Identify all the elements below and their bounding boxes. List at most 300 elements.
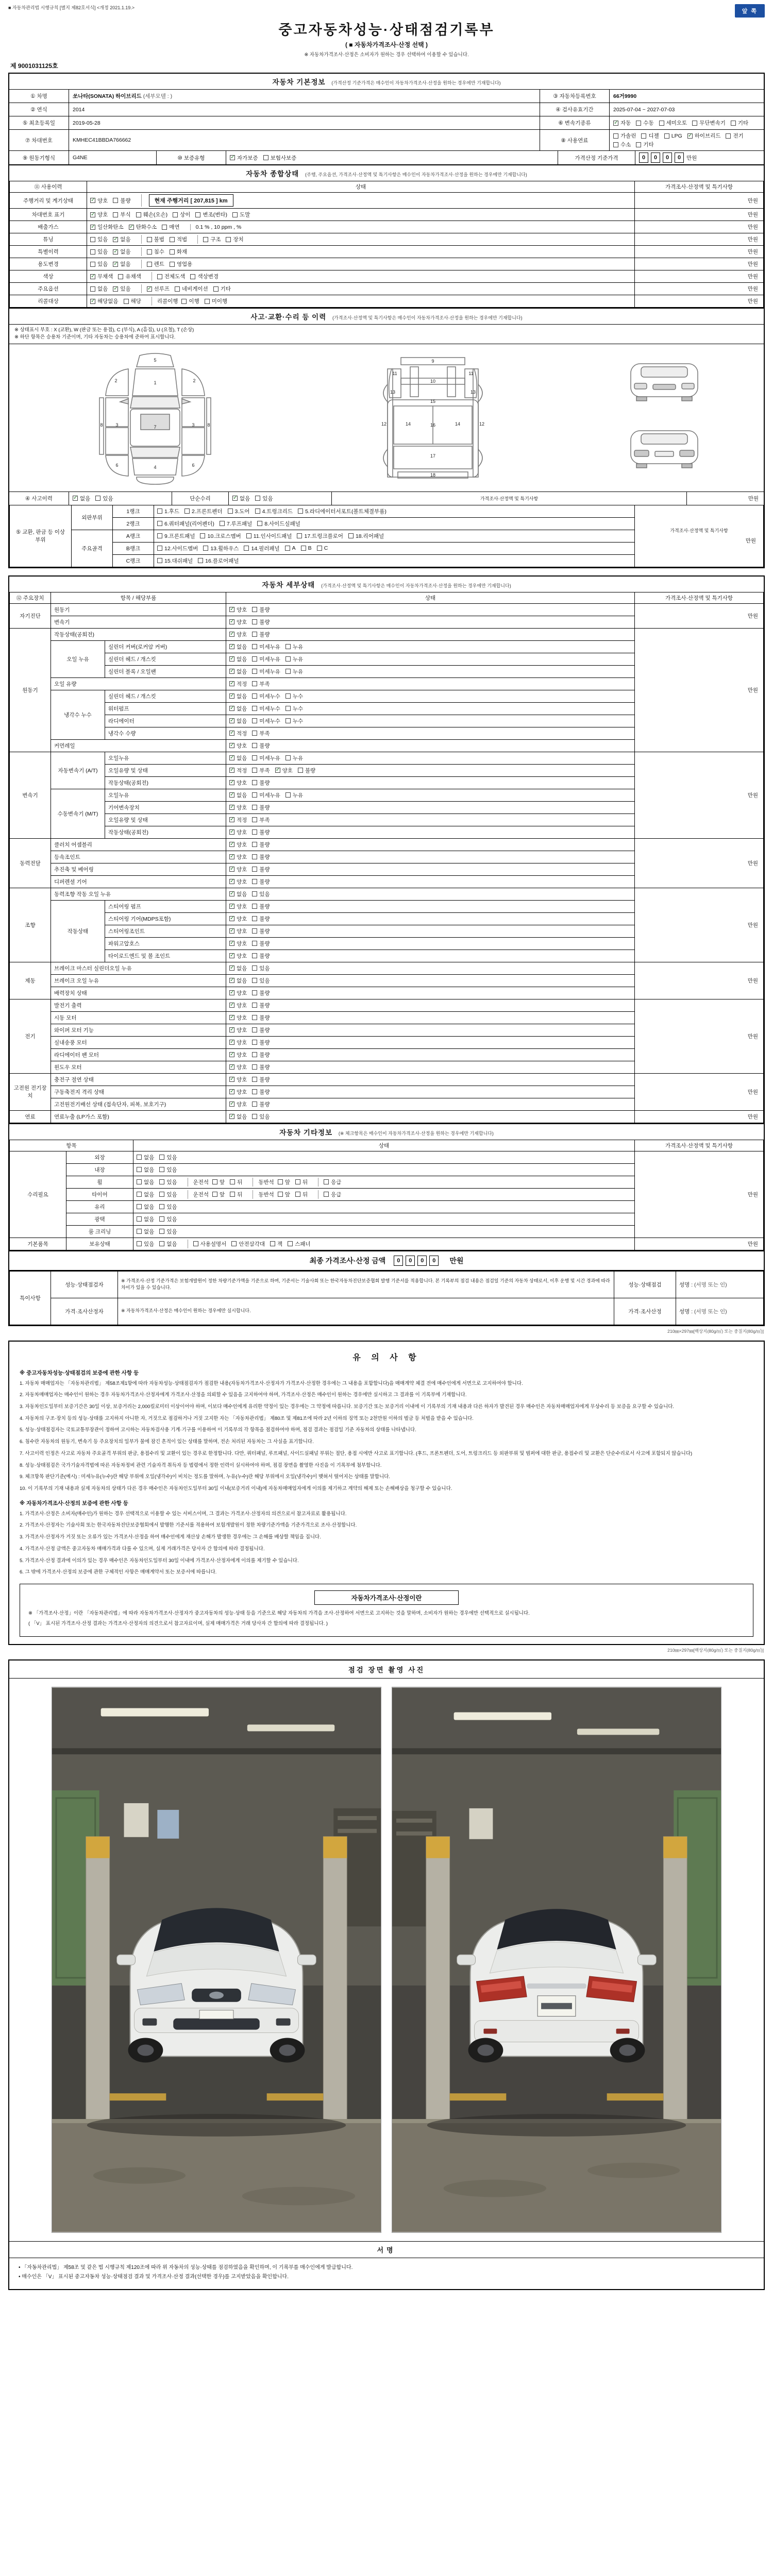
sign-row-1-area[interactable] — [676, 1271, 764, 1298]
checkbox-option[interactable] — [232, 211, 250, 218]
checkbox-option[interactable] — [137, 1215, 154, 1223]
checkbox-option[interactable] — [231, 1240, 265, 1248]
checked-box-icon — [229, 644, 234, 649]
checkbox-option[interactable] — [212, 1178, 225, 1186]
checkbox-option[interactable] — [229, 791, 247, 799]
checkbox-option[interactable] — [295, 1178, 308, 1186]
row-status — [87, 258, 635, 270]
row-label: 리콜대상 — [10, 295, 87, 308]
checkbox-option[interactable] — [113, 285, 130, 293]
checkbox-option[interactable] — [252, 927, 270, 935]
checkbox-option[interactable] — [229, 730, 247, 737]
exchange-price-header: 가격조사·산정액 및 특기사항 — [670, 528, 728, 533]
checkbox-option[interactable] — [297, 532, 343, 540]
checkbox-option[interactable] — [230, 1191, 242, 1198]
checkbox-option[interactable] — [137, 1154, 154, 1161]
checkbox-option[interactable] — [229, 903, 247, 910]
unchecked-box-icon — [278, 1192, 283, 1197]
sign-seal-note: (서명 또는 인) — [694, 1308, 727, 1315]
checkbox-option[interactable] — [147, 260, 164, 268]
checkbox-label: 불량 — [259, 1064, 270, 1071]
checkbox-option[interactable] — [229, 643, 247, 651]
checkbox-option[interactable] — [252, 791, 280, 799]
checkbox-option[interactable] — [252, 779, 270, 787]
checkbox-option[interactable] — [692, 119, 726, 127]
checkbox-option[interactable] — [252, 705, 280, 713]
checkbox-option[interactable] — [90, 235, 108, 243]
checkbox-option[interactable] — [285, 643, 303, 651]
checkbox-option[interactable] — [285, 655, 303, 663]
checkbox-option[interactable] — [113, 248, 130, 256]
price-cell: 만원 — [635, 1110, 764, 1123]
checkbox-option[interactable] — [252, 1014, 270, 1022]
checkbox-option[interactable] — [301, 545, 312, 551]
checkbox-option[interactable] — [252, 977, 270, 985]
unchecked-box-icon — [664, 133, 669, 139]
unchecked-box-icon — [162, 225, 167, 230]
item-label: 외장 — [66, 1151, 133, 1163]
checkbox-option[interactable] — [230, 154, 258, 162]
price-cell: 만원 — [635, 603, 764, 628]
checkbox-label: 양호 — [237, 990, 247, 996]
checkbox-option[interactable] — [113, 211, 130, 218]
checkbox-option[interactable] — [229, 779, 247, 787]
photos-title: 점검 장면 촬영 사진 — [9, 1660, 764, 1679]
panel-number: 6 — [115, 462, 119, 468]
basic-row-2 — [9, 103, 764, 116]
checkbox-option[interactable] — [252, 1088, 270, 1096]
checkbox-option[interactable] — [252, 989, 270, 997]
checkbox-option[interactable] — [147, 235, 164, 243]
checked-box-icon — [90, 212, 95, 217]
checkbox-option[interactable] — [229, 890, 247, 898]
checkbox-option[interactable] — [659, 119, 687, 127]
checkbox-option[interactable] — [90, 285, 108, 293]
checkbox-option[interactable] — [170, 235, 187, 243]
checkbox-option[interactable] — [90, 197, 108, 205]
unchecked-box-icon — [252, 656, 257, 662]
unchecked-box-icon — [159, 1155, 164, 1160]
checkbox-option[interactable] — [157, 532, 195, 540]
checkbox-option[interactable] — [252, 853, 270, 861]
checkbox-label: 기타 — [737, 120, 749, 126]
item-status — [226, 1061, 635, 1073]
checkbox-option[interactable] — [229, 705, 247, 713]
checkbox-option[interactable] — [229, 964, 247, 972]
status-segments — [137, 1153, 631, 1162]
etc-col-item: 항목 — [10, 1140, 133, 1151]
checkbox-option[interactable] — [229, 828, 247, 836]
exchange-label: ⑤ 교환, 판금 등 이상 부위 — [10, 505, 72, 567]
checkbox-label: 불량 — [305, 767, 316, 774]
status-segments — [90, 210, 631, 219]
overall-row — [10, 295, 764, 308]
checkbox-label: 앞 — [284, 1179, 290, 1185]
checkbox-option[interactable] — [159, 1240, 177, 1248]
checkbox-option[interactable] — [90, 211, 108, 218]
checkbox-option[interactable] — [229, 1039, 247, 1046]
checkbox-option[interactable] — [252, 643, 280, 651]
checkbox-option[interactable] — [613, 141, 631, 148]
checkbox-option[interactable] — [203, 235, 221, 243]
checkbox-label: 미세누유 — [259, 668, 280, 675]
checkbox-option[interactable] — [252, 692, 280, 700]
item-status — [226, 863, 635, 875]
checkbox-option[interactable] — [205, 297, 227, 305]
checkbox-option[interactable] — [252, 1002, 270, 1009]
checkbox-option[interactable] — [664, 133, 682, 139]
checkbox-option[interactable] — [159, 1166, 177, 1174]
checkbox-option[interactable] — [229, 767, 247, 774]
checkbox-option[interactable] — [687, 132, 721, 140]
checkbox-option[interactable] — [252, 680, 270, 688]
checkbox-option[interactable] — [229, 631, 247, 638]
checkbox-option[interactable] — [159, 1215, 177, 1223]
unchecked-box-icon — [137, 1179, 142, 1184]
checkbox-option[interactable] — [147, 248, 164, 256]
checkbox-option[interactable] — [195, 211, 227, 218]
status-segment — [141, 247, 198, 256]
checkbox-option[interactable] — [198, 557, 239, 565]
checked-box-icon — [229, 928, 234, 934]
checkbox-option[interactable] — [285, 754, 303, 762]
checkbox-option[interactable] — [90, 248, 108, 256]
checkbox-option[interactable] — [184, 507, 222, 515]
item-label: 기어변속장치 — [105, 801, 226, 814]
checkbox-option[interactable] — [226, 235, 243, 243]
checkbox-option[interactable] — [229, 1014, 247, 1022]
checkbox-option[interactable] — [229, 1088, 247, 1096]
checkbox-option[interactable] — [324, 1191, 341, 1198]
checkbox-option[interactable] — [137, 1178, 154, 1186]
price-cell: 만원 — [635, 752, 764, 838]
simple-repair-label: 단순수리 — [172, 492, 228, 505]
checkbox-option[interactable] — [252, 890, 270, 898]
checkbox-option[interactable] — [288, 1240, 310, 1248]
unchecked-box-icon — [324, 1179, 329, 1184]
checkbox-option[interactable] — [157, 557, 193, 565]
unchecked-box-icon — [252, 916, 257, 921]
unchecked-box-icon — [203, 237, 208, 242]
checkbox-option[interactable] — [229, 618, 247, 626]
checkbox-option[interactable] — [229, 692, 247, 700]
checkbox-option[interactable] — [285, 791, 303, 799]
unchecked-box-icon — [278, 1179, 283, 1184]
checkbox-option[interactable] — [229, 804, 247, 811]
checkbox-option[interactable] — [252, 1039, 270, 1046]
checkbox-option[interactable] — [173, 211, 190, 218]
checkbox-option[interactable] — [137, 1228, 154, 1235]
checkbox-option[interactable] — [298, 507, 386, 515]
checkbox-option[interactable] — [285, 705, 303, 713]
checkbox-option[interactable] — [118, 273, 141, 280]
checkbox-option[interactable] — [229, 940, 247, 947]
checkbox-option[interactable] — [278, 1178, 290, 1186]
checkbox-option[interactable] — [229, 977, 247, 985]
checkbox-option[interactable] — [252, 804, 270, 811]
item-label: 워터펌프 — [105, 702, 226, 715]
item-status — [226, 814, 635, 826]
checkbox-option[interactable] — [252, 655, 280, 663]
checkbox-label: 없음 — [144, 1154, 155, 1161]
checkbox-option[interactable] — [348, 532, 384, 540]
price-cell: 만원 — [635, 1073, 764, 1110]
checkbox-option[interactable] — [170, 260, 192, 268]
checkbox-label: 불량 — [259, 1027, 270, 1033]
row-status — [87, 283, 635, 295]
checkbox-option[interactable] — [252, 878, 270, 886]
item-label: 라디에이터 팬 모터 — [51, 1048, 226, 1061]
checkbox-option[interactable] — [229, 878, 247, 886]
checkbox-option[interactable] — [252, 940, 270, 947]
final-price-label: 최종 가격조사·산정 금액 — [309, 1256, 386, 1265]
checkbox-option[interactable] — [228, 507, 250, 515]
checkbox-label: 누유 — [292, 643, 304, 650]
unchecked-box-icon — [636, 142, 641, 147]
checkbox-label: 부족 — [259, 730, 270, 737]
checkbox-option[interactable] — [73, 495, 90, 502]
checkbox-option[interactable] — [285, 692, 303, 700]
unchecked-box-icon — [184, 509, 190, 514]
checkbox-option[interactable] — [229, 952, 247, 960]
checkbox-option[interactable] — [278, 1191, 290, 1198]
checkbox-option[interactable] — [137, 1191, 154, 1198]
checkbox-option[interactable] — [203, 545, 239, 552]
checkbox-option[interactable] — [157, 507, 179, 515]
unchecked-box-icon — [298, 768, 303, 773]
checkbox-option[interactable] — [129, 223, 157, 231]
unchecked-box-icon — [136, 212, 141, 217]
section-title-detail: 자동차 세부상태 — [262, 581, 315, 589]
checkbox-option[interactable] — [136, 211, 168, 218]
car-rear-view — [457, 1909, 657, 2063]
checkbox-option[interactable] — [229, 1100, 247, 1108]
exchange-price-cell — [635, 505, 764, 567]
checkbox-option[interactable] — [252, 816, 270, 824]
checkbox-option[interactable] — [641, 132, 659, 140]
checkbox-option[interactable] — [229, 668, 247, 675]
checkbox-option[interactable] — [113, 260, 130, 268]
checkbox-option[interactable] — [252, 841, 270, 849]
unchecked-box-icon — [252, 978, 257, 983]
checkbox-option[interactable] — [229, 680, 247, 688]
checkbox-option[interactable] — [229, 717, 247, 725]
unchecked-box-icon — [252, 768, 257, 773]
checkbox-option[interactable] — [175, 285, 208, 293]
checkbox-label: 도말 — [240, 212, 250, 218]
checkbox-option[interactable] — [252, 1051, 270, 1059]
checkbox-option[interactable] — [220, 520, 252, 528]
checkbox-option[interactable] — [229, 1063, 247, 1071]
checkbox-option[interactable] — [193, 1240, 227, 1248]
checkbox-option[interactable] — [229, 853, 247, 861]
checked-box-icon — [229, 669, 234, 674]
checkbox-option[interactable] — [159, 1191, 177, 1198]
unchecked-box-icon — [252, 928, 257, 934]
checkbox-option[interactable] — [200, 532, 241, 540]
checkbox-option[interactable] — [252, 754, 280, 762]
checkbox-option[interactable] — [147, 285, 170, 293]
checkbox-option[interactable] — [190, 273, 219, 280]
checkbox-option[interactable] — [252, 717, 280, 725]
checkbox-option[interactable] — [157, 545, 198, 552]
unchecked-box-icon — [147, 249, 152, 255]
checkbox-label: 침수 — [154, 249, 164, 255]
checkbox-option[interactable] — [230, 1178, 242, 1186]
checkbox-option[interactable] — [229, 655, 247, 663]
checkbox-option[interactable] — [263, 154, 297, 162]
checkbox-option[interactable] — [613, 132, 636, 140]
checkbox-option[interactable] — [113, 197, 130, 205]
checkbox-option[interactable] — [229, 606, 247, 614]
checkbox-option[interactable] — [252, 828, 270, 836]
unchecked-box-icon — [205, 299, 210, 304]
checkbox-option[interactable] — [270, 1240, 282, 1248]
checkbox-option[interactable] — [229, 1002, 247, 1009]
checkbox-option[interactable] — [229, 742, 247, 750]
checkbox-option[interactable] — [113, 235, 130, 243]
checkbox-label: 적정 — [237, 730, 247, 737]
checkbox-option[interactable] — [295, 1191, 308, 1198]
checkbox-option[interactable] — [124, 297, 141, 305]
checkbox-option[interactable] — [212, 1191, 225, 1198]
checkbox-option[interactable] — [252, 1063, 270, 1071]
checkbox-option[interactable] — [90, 260, 108, 268]
checkbox-option[interactable] — [285, 545, 296, 551]
checkbox-option[interactable] — [317, 545, 328, 551]
panel-number: 1 — [154, 380, 157, 385]
checkbox-option[interactable] — [229, 1051, 247, 1059]
status-segment — [318, 1178, 351, 1187]
checkbox-option[interactable] — [298, 767, 315, 774]
checkbox-option[interactable] — [229, 866, 247, 873]
checkbox-option[interactable] — [636, 119, 653, 127]
checkbox-option[interactable] — [252, 1076, 270, 1083]
checkbox-option[interactable] — [636, 141, 653, 148]
checkbox-option[interactable] — [90, 297, 119, 305]
subgroup-label: 수동변속기 (M/T) — [51, 789, 105, 838]
checkbox-option[interactable] — [90, 273, 113, 280]
checkbox-option[interactable] — [181, 297, 199, 305]
checkbox-option[interactable] — [137, 1166, 154, 1174]
unchecked-box-icon — [113, 198, 118, 203]
page-title: 중고자동차성능·상태점검기록부 — [278, 22, 495, 38]
checked-box-icon — [113, 249, 118, 255]
item-status — [226, 1024, 635, 1036]
checkbox-option[interactable] — [244, 545, 279, 552]
checkbox-option[interactable] — [159, 1203, 177, 1211]
checkbox-option[interactable] — [229, 816, 247, 824]
unchecked-box-icon — [252, 1052, 257, 1057]
checked-box-icon — [90, 198, 95, 203]
checkbox-option[interactable] — [232, 495, 250, 502]
checkbox-option[interactable] — [252, 606, 270, 614]
checkbox-option[interactable] — [252, 668, 280, 675]
checkbox-label: 유채색 — [125, 274, 141, 280]
checkbox-option[interactable] — [213, 285, 231, 293]
checkbox-option[interactable] — [229, 915, 247, 923]
unchecked-box-icon — [252, 1027, 257, 1032]
checkbox-option[interactable] — [252, 915, 270, 923]
checkbox-option[interactable] — [159, 1228, 177, 1235]
checkbox-option[interactable] — [229, 1113, 247, 1121]
checkbox-option[interactable] — [159, 1178, 177, 1186]
row-status — [87, 270, 635, 283]
base-price-digits — [639, 152, 686, 163]
checkbox-option[interactable] — [137, 1203, 154, 1211]
status-segment — [90, 260, 141, 268]
checkbox-option[interactable] — [252, 1100, 270, 1108]
checkbox-option[interactable] — [726, 132, 743, 140]
caution-item: 2. 가격조사·산정자는 기술사회 또는 한국자동차진단보증협회에서 발행한 기준서를 적용하여 보험개발원이 정한 차량기준가액을 기준가격으로 조사·산정합니다. — [20, 1522, 357, 1529]
overall-col-price: 가격조사·산정액 및 특기사항 — [635, 181, 764, 193]
checkbox-label: 양호 — [237, 742, 247, 749]
item-label: 타이로드엔드 및 볼 조인트 — [105, 950, 226, 962]
checkbox-option[interactable] — [252, 964, 270, 972]
checkbox-option[interactable] — [229, 1076, 247, 1083]
checkbox-option[interactable] — [252, 618, 270, 626]
checkbox-option[interactable] — [252, 1026, 270, 1034]
caution-item: 10. 이 기록부의 기재 내용과 실제 자동차의 상태가 다른 경우 매수인은 자동차인도일부터 30일 이내(보증거리 이내)에 자동차매매업자에게 이의를 제기하고 계약의 해제 또는 손해배상을 청구할 수 있습니다. — [20, 1485, 452, 1492]
checkbox-option[interactable] — [229, 1026, 247, 1034]
checkbox-option[interactable] — [255, 507, 293, 515]
checkbox-option[interactable] — [324, 1178, 341, 1186]
checkbox-option[interactable] — [252, 767, 270, 774]
checkbox-option[interactable] — [170, 248, 187, 256]
checkbox-option[interactable] — [90, 223, 124, 231]
checkbox-option[interactable] — [95, 495, 113, 502]
checkbox-option[interactable] — [229, 754, 247, 762]
checkbox-option[interactable] — [137, 1240, 154, 1248]
checkbox-option[interactable] — [229, 927, 247, 935]
item-status — [226, 838, 635, 851]
checkbox-option[interactable] — [229, 989, 247, 997]
checkbox-option[interactable] — [162, 223, 179, 231]
checkbox-label: 해당 — [130, 298, 141, 304]
checkbox-option[interactable] — [252, 952, 270, 960]
checkbox-option[interactable] — [246, 532, 292, 540]
checkbox-option[interactable] — [255, 495, 273, 502]
checkbox-option[interactable] — [252, 903, 270, 910]
checkbox-option[interactable] — [285, 668, 303, 675]
checkbox-option[interactable] — [252, 866, 270, 873]
checkbox-option[interactable] — [731, 119, 748, 127]
checkbox-option[interactable] — [157, 520, 214, 528]
checkbox-option[interactable] — [252, 1113, 270, 1121]
price-info-box — [20, 1584, 753, 1637]
overall-row — [10, 270, 764, 283]
car-submodel: (세부모델 : ) — [143, 93, 173, 99]
checkbox-option[interactable] — [229, 841, 247, 849]
sign-row-2-area[interactable] — [676, 1298, 764, 1325]
checkbox-option[interactable] — [613, 119, 631, 127]
checkbox-option[interactable] — [285, 717, 303, 725]
checkbox-option[interactable] — [252, 730, 270, 737]
checkbox-option[interactable] — [159, 1154, 177, 1161]
checkbox-label: 12.사이드멤버 — [164, 545, 198, 552]
frame-label: 주요골격 — [72, 530, 113, 567]
checkbox-label: 뒤 — [237, 1179, 243, 1185]
checkbox-option[interactable] — [275, 767, 293, 774]
checkbox-label: 양호 — [237, 1076, 247, 1083]
checked-box-icon — [229, 731, 234, 736]
checkbox-option[interactable] — [252, 742, 270, 750]
checkbox-option[interactable] — [252, 631, 270, 638]
checkbox-option[interactable] — [157, 273, 186, 280]
sign-name-label: 성명 : — [679, 1308, 693, 1315]
item-label: 스티어링조인트 — [105, 925, 226, 937]
checkbox-option[interactable] — [257, 520, 300, 528]
